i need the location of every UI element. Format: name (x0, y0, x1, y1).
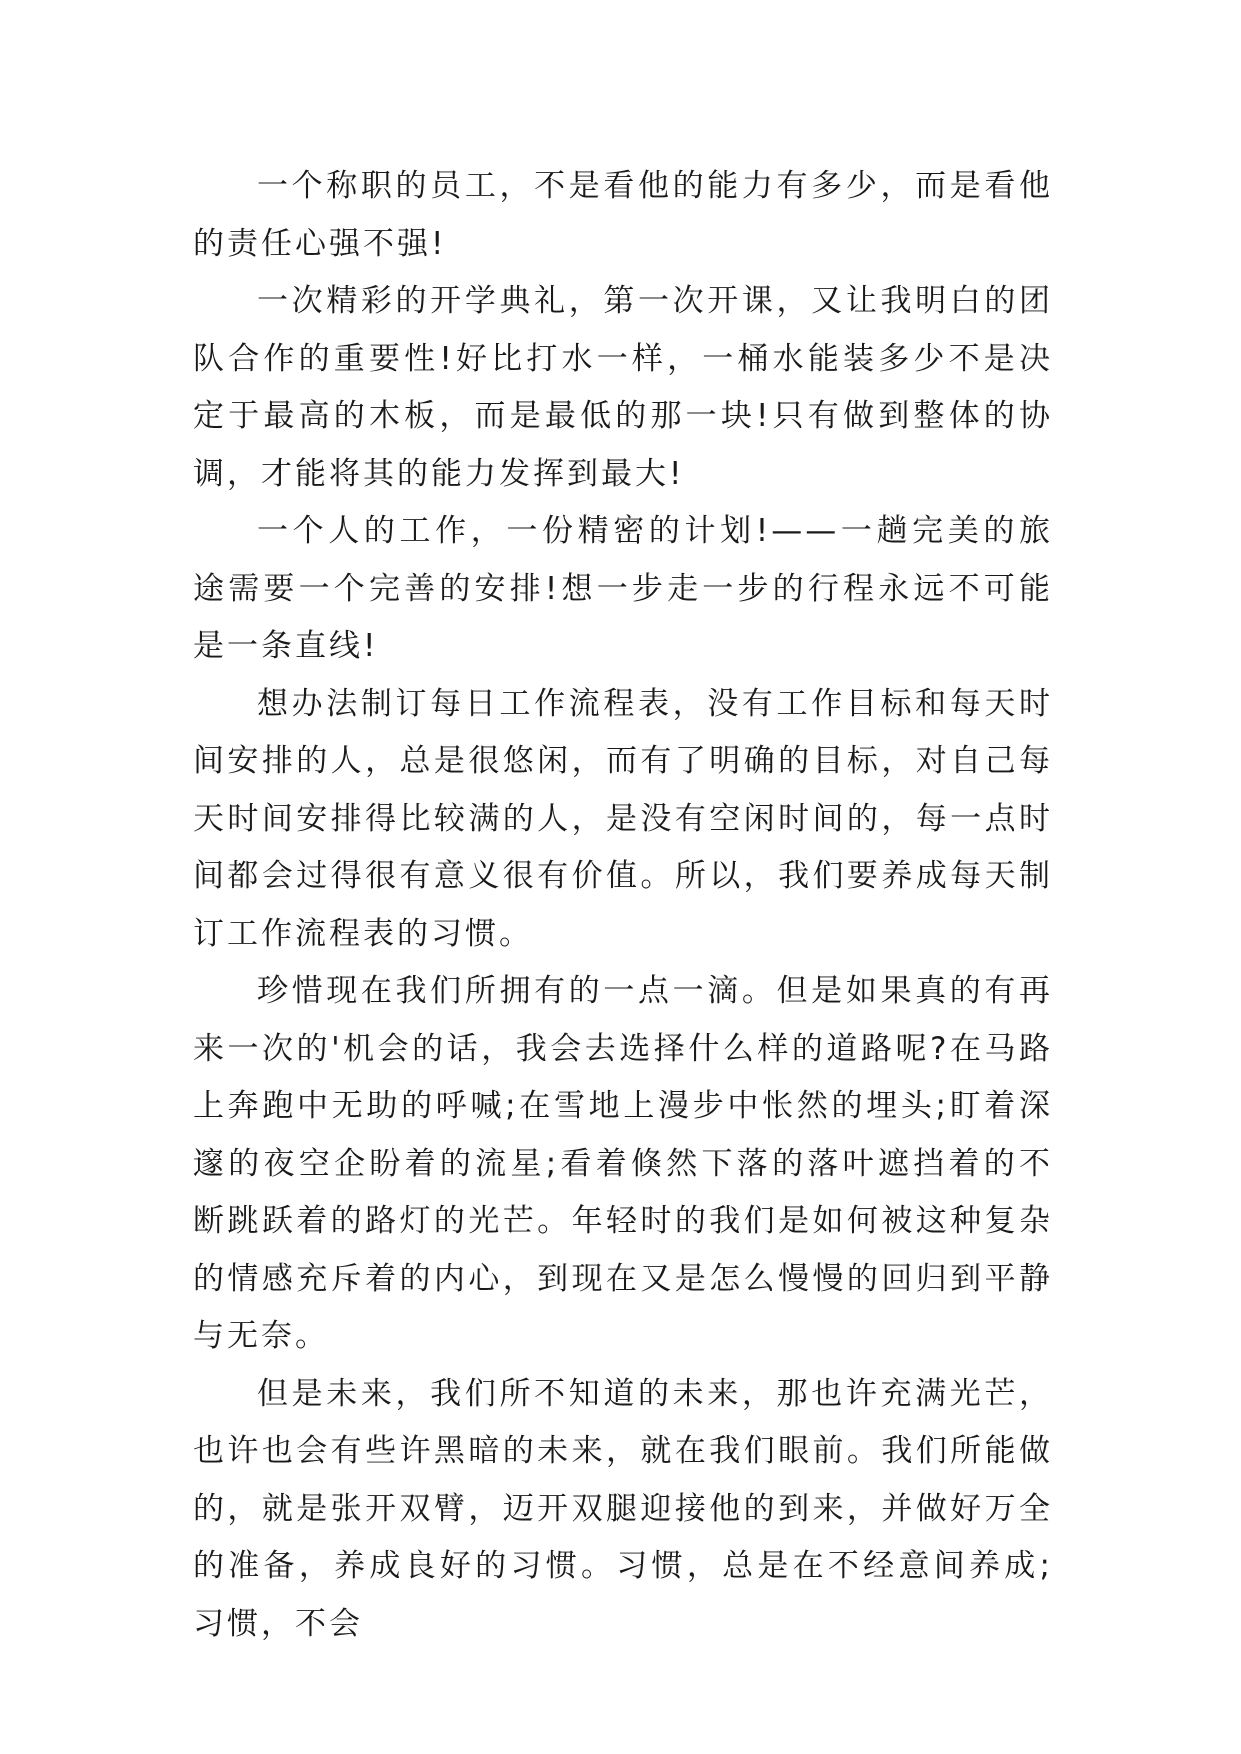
paragraph-3: 一个人的工作，一份精密的计划!——一趟完美的旅途需要一个完善的安排!想一步走一步的行程永远不可能是一条直线! (193, 513, 1053, 664)
paragraph-1: 一个称职的员工，不是看他的能力有多少，而是看他的责任心强不强! (193, 168, 1053, 262)
paragraph-4: 想办法制订每日工作流程表，没有工作目标和每天时间安排的人，总是很悠闲，而有了明确的目标，对自己每天时间安排得比较满的人，是没有空闲时间的，每一点时间都会过得很有意义很有价值。所以，我们要养成每天制订工作流程表的习惯。 (193, 685, 1053, 952)
paragraph-5: 珍惜现在我们所拥有的一点一滴。但是如果真的有再来一次的'机会的话，我会去选择什么样的道路呢?在马路上奔跑中无助的呼喊;在雪地上漫步中怅然的埋头;盯着深邃的夜空企盼着的流星;看着倏然下落的落叶遮挡着的不断跳跃着的路灯的光芒。年轻时的我们是如何被这种复杂的情感充斥着的内心，到现在又是怎么慢慢的回归到平静与无奈。 (193, 973, 1053, 1354)
document-body (193, 158, 1053, 1653)
paragraph-2: 一次精彩的开学典礼，第一次开课，又让我明白的团队合作的重要性!好比打水一样，一桶水能装多少不是决定于最高的木板，而是最低的那一块!只有做到整体的协调，才能将其的能力发挥到最大! (193, 283, 1053, 492)
paragraph-6: 但是未来，我们所不知道的未来，那也许充满光芒，也许也会有些许黑暗的未来，就在我们眼前。我们所能做的，就是张开双臂，迈开双腿迎接他的到来，并做好万全的准备，养成良好的习惯。习惯，总是在不经意间养成;习惯，不会 (193, 1375, 1053, 1642)
